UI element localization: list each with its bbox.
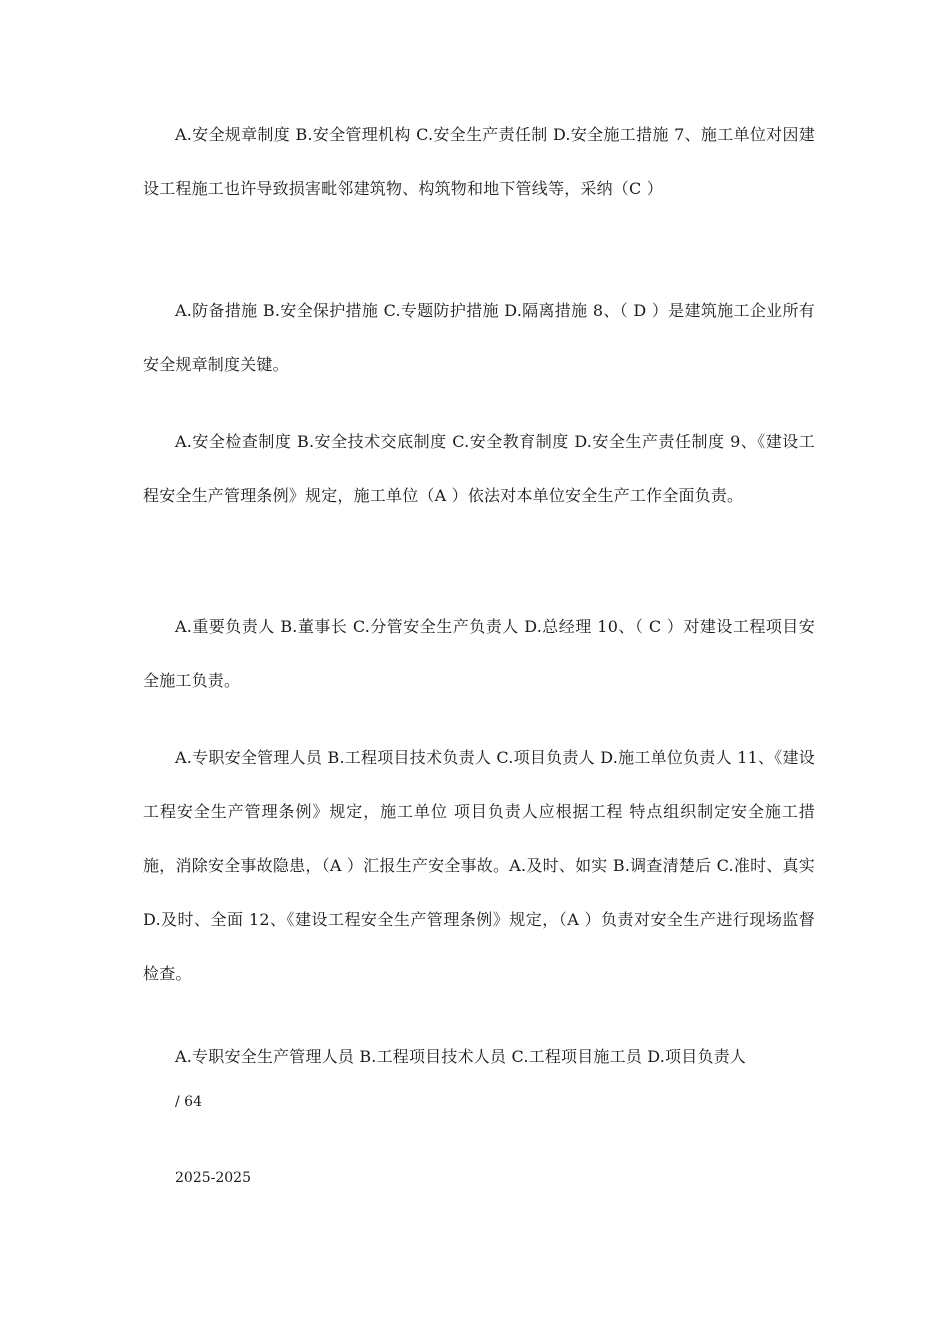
paragraph-q8-options: A.防备措施 B.安全保护措施 C.专题防护措施 D.隔离措施 8、（ D ）是建筑施工企业所有安全规章制度关键。	[143, 301, 815, 374]
paragraph-q12-answer-options: A.专职安全生产管理人员 B.工程项目技术人员 C.工程项目施工员 D.项目负责人	[175, 1047, 747, 1066]
paragraph-q11-q12-options: A.专职安全管理人员 B.工程项目技术负责人 C.项目负责人 D.施工单位负责人 11、《建设工程安全生产管理条例》规定，施工单位 项目负责人应根据工程 特点组织制定安全施工措施，消除安全事故隐患，（A ）汇报生产安全事故。A.及时、如实 B.调查清楚后 C.准时、真实 D.及时、全面 12、《建设工程安全生产管理条例》规定，（A ）负责对安全生产进行现场监督检查。	[143, 748, 815, 983]
year-range: 2025-2025	[175, 1170, 251, 1186]
paragraph-q9-options: A.安全检查制度 B.安全技术交底制度 C.安全教育制度 D.安全生产责任制度 9、《建设工程安全生产管理条例》规定，施工单位（A ）依法对本单位安全生产工作全面负责。	[143, 432, 815, 505]
paragraph-q10-options: A.重要负责人 B.董事长 C.分管安全生产负责人 D.总经理 10、（ C ）对建设工程项目安全施工负责。	[143, 617, 815, 690]
paragraph-q7-options: A.安全规章制度 B.安全管理机构 C.安全生产责任制 D.安全施工措施 7、施工单位对因建设工程施工也许导致损害毗邻建筑物、构筑物和地下管线等，采纳（C ）	[143, 125, 815, 198]
page-indicator: / 64	[175, 1094, 202, 1110]
